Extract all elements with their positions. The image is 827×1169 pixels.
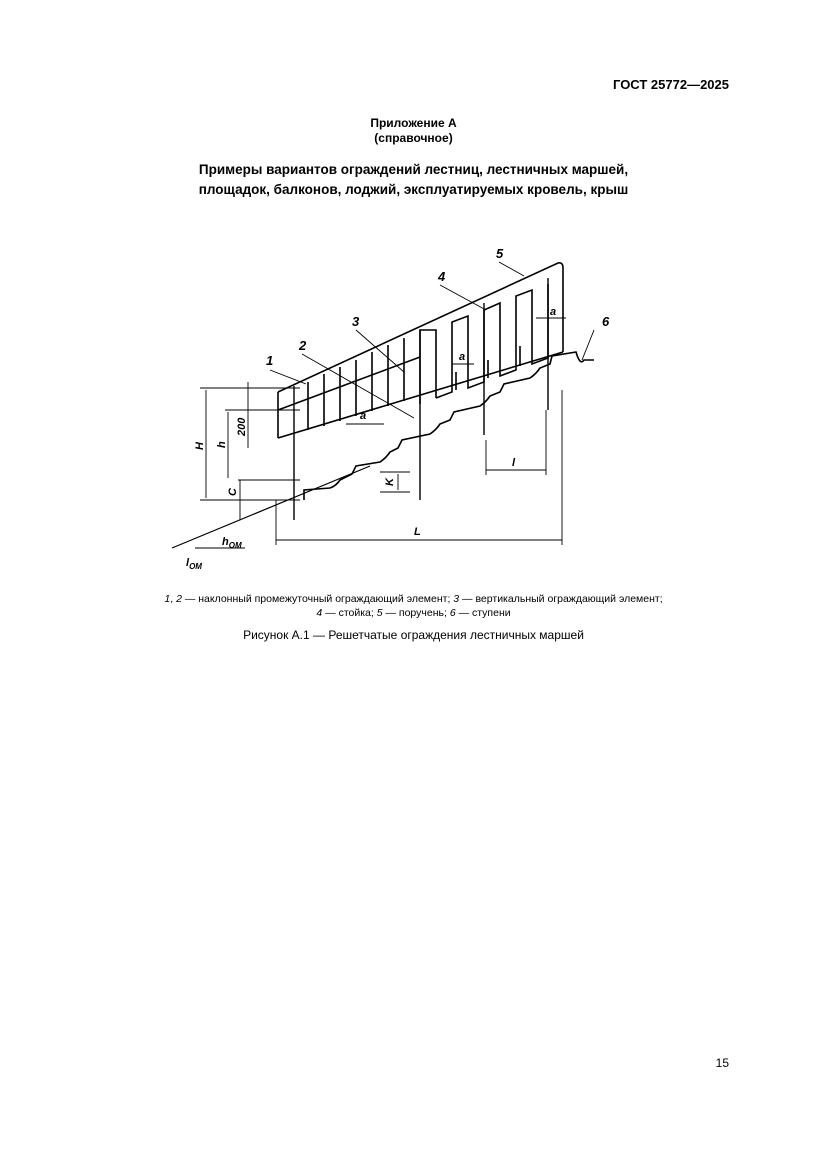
appendix-type: (справочное) — [374, 131, 453, 145]
dim-H: H — [194, 442, 206, 450]
spacing-a-1: a — [360, 410, 367, 422]
railing-drawing — [0, 235, 827, 585]
appendix-title-line-1: Примеры вариантов ограждений лестниц, лестничных маршей, — [198, 162, 629, 177]
callout-1: 1 — [266, 353, 274, 368]
figure-legend-line-2: 4 — стойка; 5 — поручень; 6 — ступени — [316, 607, 511, 619]
callout-2: 2 — [299, 338, 307, 353]
appendix-title — [0, 160, 827, 200]
dim-L: L — [414, 526, 421, 538]
callout-5: 5 — [496, 246, 504, 261]
appendix-label: Приложение А — [370, 116, 457, 130]
stair-steps — [304, 352, 594, 500]
spacing-a-3: a — [550, 306, 557, 318]
standard-number: ГОСТ 25772—2025 — [613, 77, 729, 92]
dim-C: C — [227, 488, 239, 496]
appendix-heading — [0, 116, 827, 146]
dimension-lines — [200, 318, 566, 545]
slope-line — [172, 466, 370, 548]
callout-4: 4 — [438, 269, 446, 284]
dim-l: l — [512, 457, 516, 469]
page-number: 15 — [715, 1056, 729, 1070]
dim-hom: $h_{ОМ}$ — [222, 536, 242, 550]
callout-3: 3 — [352, 314, 360, 329]
dim-200: 200 — [236, 417, 248, 436]
figure-legend — [0, 592, 827, 620]
dim-lom: $l_{ОМ}$ — [186, 557, 202, 571]
figure-legend-line-1: 1, 2 — наклонный промежуточный ограждающий элемент; 3 — вертикальный ограждающий элемент; — [164, 593, 663, 605]
dim-K: K — [384, 478, 396, 486]
dim-h: h — [216, 441, 228, 448]
appendix-title-line-2: площадок, балконов, лоджий, эксплуатируемых кровель, крыш — [198, 182, 629, 197]
callout-6: 6 — [602, 314, 610, 329]
posts — [294, 278, 548, 520]
figure-title: Рисунок А.1 — Решетчатые ограждения лестничных маршей — [243, 628, 584, 642]
spacing-a-2: a — [459, 351, 466, 363]
